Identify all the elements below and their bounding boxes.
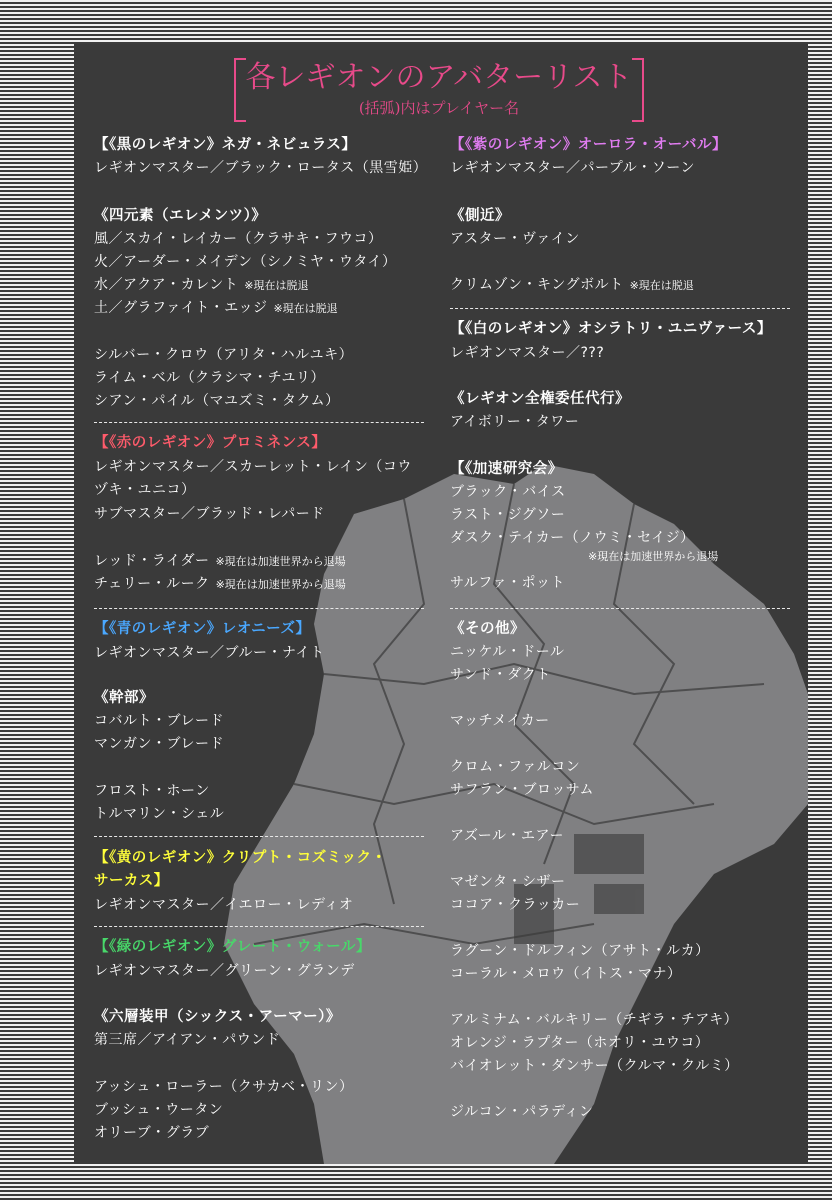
other-heading: 《その他》 [450, 621, 525, 637]
list-item: アイボリー・タワー [450, 414, 580, 430]
executives-heading: 《幹部》 [94, 690, 154, 706]
green-legion-heading: 【《緑のレギオン》グレート・ウォール】 [94, 939, 371, 955]
list-item: レギオンマスター／ブラック・ロータス（黒雪姫） [94, 160, 428, 176]
page-subtitle: (括弧)内はプレイヤー名 [358, 99, 520, 117]
list-item: ニッケル・ドール [450, 644, 565, 660]
item-note: ※現在は加速世界から退場 [215, 578, 346, 591]
list-item: サフラン・ブロッサム [450, 782, 595, 798]
list-item: レギオンマスター／??? [450, 345, 605, 361]
section-divider [450, 308, 790, 309]
item-note: ※現在は加速世界から退場 [588, 550, 719, 563]
list-item: オレンジ・ラプター（ホオリ・ユウコ） [450, 1035, 710, 1051]
list-item: サブマスター／ブラッド・レパード [94, 506, 325, 522]
item-name: レッド・ライダー [94, 553, 210, 569]
item-note: ※現在は脱退 [273, 302, 338, 315]
list-item: マンガン・ブレード [94, 736, 224, 752]
list-item: ダスク・テイカー（ノウミ・セイジ） [450, 530, 695, 546]
list-item: レギオンマスター／グリーン・グランデ [94, 963, 355, 979]
list-item [94, 297, 338, 320]
list-item [450, 274, 694, 297]
list-item: ライム・ベル（クラシマ・チユリ） [94, 370, 326, 386]
list-item: ブラック・バイス [450, 484, 566, 500]
list-item: レギオンマスター／スカーレット・レイン（コウ [94, 459, 412, 475]
list-item: レギオンマスター／ブルー・ナイト [94, 645, 325, 661]
list-item: ラグーン・ドルフィン（アサト・ルカ） [450, 943, 710, 959]
item-name: チェリー・ルーク [94, 576, 210, 592]
list-item: ジルコン・パラディン [450, 1104, 594, 1120]
purple-legion-heading: 【《紫のレギオン》オーロラ・オーバル】 [450, 137, 728, 153]
section-divider [94, 422, 424, 423]
list-item: クロム・ファルコン [450, 759, 581, 775]
list-item: フロスト・ホーン [94, 783, 210, 799]
page-title: 各レギオンのアバターリスト [245, 60, 633, 95]
list-item: ヅキ・ユニコ） [94, 482, 196, 498]
list-item: アルミナム・バルキリー（チギラ・チアキ） [450, 1012, 739, 1028]
list-item: ココア・クラッカー [450, 897, 581, 913]
list-item: シアン・パイル（マユズミ・タクム） [94, 393, 340, 409]
yellow-legion-heading-cont: サーカス】 [94, 873, 169, 889]
list-item [94, 550, 346, 573]
list-item: サンド・ダクト [450, 667, 551, 683]
item-note: ※現在は脱退 [629, 279, 694, 292]
list-item: マッチメイカー [450, 713, 550, 729]
list-item: ブッシュ・ウータン [94, 1102, 224, 1118]
list-item: 風／スカイ・レイカー（クラサキ・フウコ） [94, 231, 383, 247]
list-item: トルマリン・シェル [94, 806, 225, 822]
aides-heading: 《側近》 [450, 208, 510, 224]
proxy-heading: 《レギオン全権委任代行》 [450, 391, 630, 407]
black-legion-heading: 【《黒のレギオン》ネガ・ネビュラス】 [94, 137, 357, 153]
list-item: コバルト・ブレード [94, 713, 224, 729]
item-name: クリムゾン・キングボルト [450, 277, 624, 293]
section-divider [94, 926, 424, 927]
yellow-legion-heading: 【《黄のレギオン》クリプト・コズミック・ [94, 850, 387, 866]
item-name: 土／グラファイト・エッジ [94, 300, 268, 316]
list-item [94, 573, 346, 596]
bracket-right-decoration [632, 58, 644, 122]
blue-legion-heading: 【《青のレギオン》レオニーズ】 [94, 621, 311, 637]
list-item: コーラル・メロウ（イトス・マナ） [450, 966, 682, 982]
list-item: レギオンマスター／パープル・ソーン [450, 160, 695, 176]
list-item: マゼンタ・シザー [450, 874, 566, 890]
section-divider [450, 608, 790, 609]
list-item: バイオレット・ダンサー（クルマ・クルミ） [450, 1058, 739, 1074]
list-item: レギオンマスター／イエロー・レディオ [94, 897, 354, 913]
item-name: 水／アクア・カレント [94, 277, 239, 293]
list-panel [74, 44, 808, 1164]
list-item: オリーブ・グラブ [94, 1125, 210, 1141]
bracket-left-decoration [234, 58, 246, 122]
item-note: ※現在は脱退 [244, 279, 309, 292]
red-legion-heading: 【《赤のレギオン》プロミネンス】 [94, 435, 327, 451]
list-item: アズール・エアー [450, 828, 565, 844]
list-item: 火／アーダー・メイデン（シノミヤ・ウタイ） [94, 254, 397, 270]
list-item [94, 274, 308, 297]
white-legion-heading: 【《白のレギオン》オシラトリ・ユニヴァース】 [450, 321, 772, 337]
list-item: ラスト・ジグソー [450, 507, 566, 523]
six-armor-heading: 《六層装甲（シックス・アーマー）》 [94, 1009, 341, 1025]
item-note: ※現在は加速世界から退場 [215, 555, 346, 568]
list-item: シルバー・クロウ（アリタ・ハルユキ） [94, 347, 354, 363]
section-divider [94, 608, 424, 609]
list-item: アスター・ヴァイン [450, 231, 580, 247]
list-item: 第三席／アイアン・パウンド [94, 1032, 281, 1048]
acceleration-research-heading: 【《加速研究会》 [450, 461, 563, 477]
list-item: アッシュ・ローラー（クサカベ・リン） [94, 1079, 354, 1095]
section-divider [94, 836, 424, 837]
page-header [234, 56, 644, 120]
list-item: サルファ・ポット [450, 575, 566, 591]
elements-heading: 《四元素（エレメンツ）》 [94, 208, 267, 224]
